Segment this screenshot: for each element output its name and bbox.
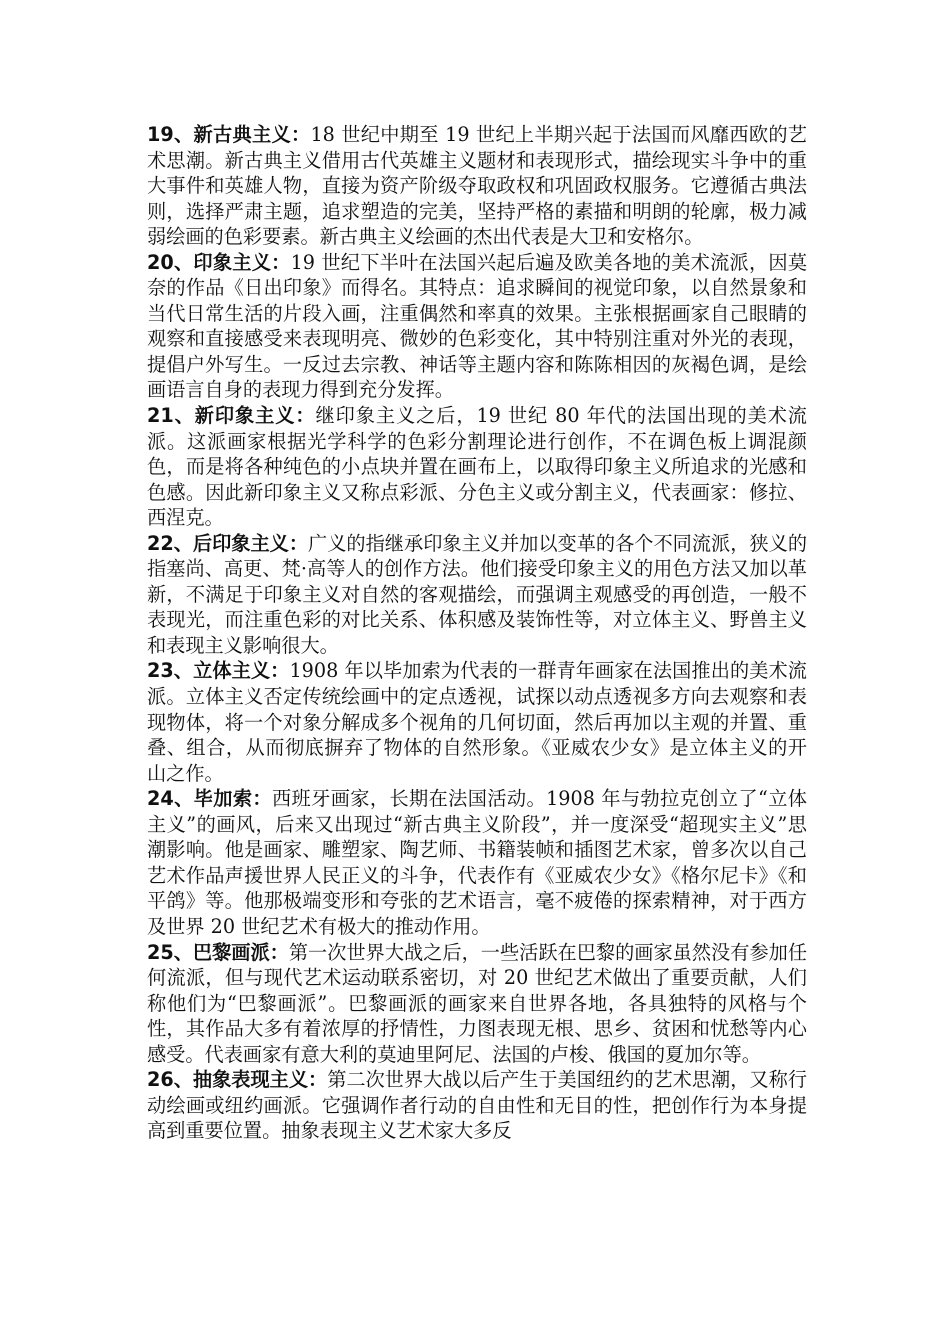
entry-term: 21、新印象主义： <box>147 404 316 428</box>
entry-term: 22、后印象主义： <box>147 531 309 555</box>
document-page <box>147 122 807 1144</box>
entry-text: 第一次世界大战之后，一些活跃在巴黎的画家虽然没有参加任何流派，但与现代艺术运动联系密切，对 20 世纪艺术做出了重要贡献，人们称他们为“巴黎画派”。巴黎画派的画家来自世界各地，各具独特的风格与个性，其作品大多有着浓厚的抒情性，力图表现无根、思乡、贫困和忧愁等内心感受。代表画家有意大利的莫迪里阿尼、法国的卢梭、俄国的夏加尔等。 <box>147 940 808 1066</box>
entry-term: 23、立体主义： <box>147 659 290 683</box>
entry-neo-impressionism <box>147 403 807 531</box>
entry-term: 26、抽象表现主义： <box>147 1068 328 1092</box>
entry-abstract-expressionism <box>147 1067 807 1144</box>
entry-text: 广义的指继承印象主义并加以变革的各个不同流派，狭义的指塞尚、高更、梵·高等人的创作方法。他们接受印象主义的用色方法又加以革新，不满足于印象主义对自然的客观描绘，而强调主观感受的再创造，一般不表现光，而注重色彩的对比关系、体积感及装饰性等，对立体主义、野兽主义和表现主义影响很大。 <box>147 531 808 657</box>
entry-post-impressionism <box>147 531 807 659</box>
entry-text: 西班牙画家，长期在法国活动。1908 年与勃拉克创立了“立体主义”的画风，后来又出现过“新古典主义阶段”，并一度深受“超现实主义”思潮影响。他是画家、雕塑家、陶艺师、书籍装帧和插图艺术家，曾多次以自己艺术作品声援世界人民正义的斗争，代表作有《亚威农少女》《格尔尼卡》《和平鸽》等。他那极端变形和夸张的艺术语言，毫不疲倦的探索精神，对于西方及世界 20 世纪艺术有极大的推动作用。 <box>147 787 807 938</box>
entry-term: 20、印象主义： <box>147 250 291 274</box>
entry-text: 1908 年以毕加索为代表的一群青年画家在法国推出的美术流派。立体主义否定传统绘画中的定点透视，试探以动点透视多方向去观察和表现物体，将一个对象分解成多个视角的几何切面，然后再加以主观的并置、重叠、组合，从而彻底摒弃了物体的自然形象。《亚威农少女》是立体主义的开山之作。 <box>147 659 807 785</box>
entry-picasso <box>147 786 807 939</box>
entry-school-of-paris <box>147 940 807 1068</box>
entry-impressionism <box>147 250 807 403</box>
entry-text: 继印象主义之后，19 世纪 80 年代的法国出现的美术流派。这派画家根据光学科学的色彩分割理论进行创作，不在调色板上调混颜色，而是将各种纯色的小点块并置在画布上，以取得印象主义所追求的光感和色感。因此新印象主义又称点彩派、分色主义或分割主义，代表画家：修拉、西涅克。 <box>147 404 807 530</box>
entry-term: 24、毕加索： <box>147 787 272 811</box>
entry-cubism <box>147 658 807 786</box>
entry-text: 第二次世界大战以后产生于美国纽约的艺术思潮，又称行动绘画或纽约画派。它强调作者行动的自由性和无目的性，把创作行为本身提高到重要位置。抽象表现主义艺术家大多反 <box>147 1068 808 1143</box>
entry-text: 18 世纪中期至 19 世纪上半期兴起于法国而风靡西欧的艺术思潮。新古典主义借用古代英雄主义题材和表现形式，描绘现实斗争中的重大事件和英雄人物，直接为资产阶级夺取政权和巩固政权服务。它遵循古典法则，选择严肃主题，追求塑造的完美，坚持严格的素描和明朗的轮廓，极力减弱绘画的色彩要素。新古典主义绘画的杰出代表是大卫和安格尔。 <box>147 123 807 249</box>
entry-term: 25、巴黎画派： <box>147 940 289 964</box>
entry-text: 19 世纪下半叶在法国兴起后遍及欧美各地的美术流派，因莫奈的作品《日出印象》而得名。其特点：追求瞬间的视觉印象，以自然景象和当代日常生活的片段入画，注重偶然和率真的效果。主张根据画家自己眼睛的观察和直接感受来表现明亮、微妙的色彩变化，其中特别注重对外光的表现，提倡户外写生。一反过去宗教、神话等主题内容和陈陈相因的灰褐色调，是绘画语言自身的表现力得到充分发挥。 <box>147 250 808 402</box>
entry-neoclassicism <box>147 122 807 250</box>
entry-term: 19、新古典主义： <box>147 123 311 146</box>
